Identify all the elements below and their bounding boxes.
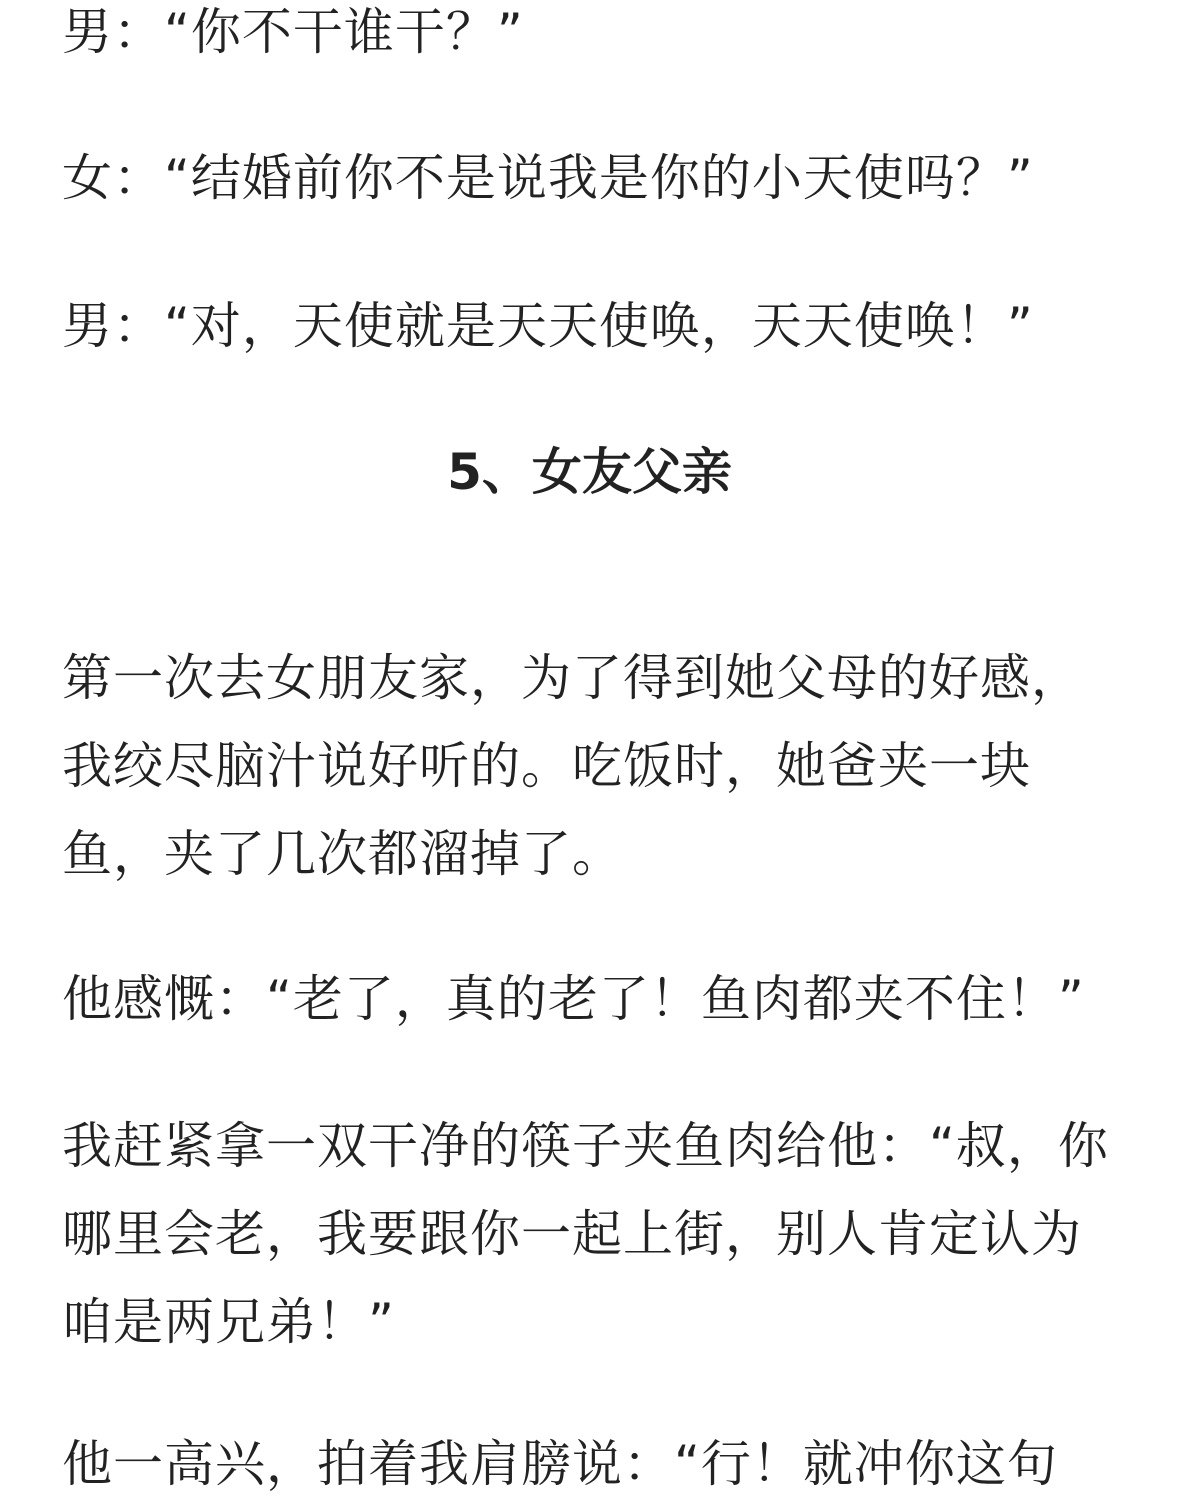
dialogue-line-1: 男：“你不干谁干？” — [62, 3, 524, 61]
paragraph-4-partial: 他一高兴，拍着我肩膀说：“行！就冲你这句 — [62, 1435, 1058, 1493]
section-heading: 5、女友父亲 — [447, 443, 732, 501]
paragraph-1: 第一次去女朋友家，为了得到她父母的好感，我绞尽脑汁说好听的。吃饭时，她爸夹一块鱼，夹了几次都溜掉了。 — [62, 649, 1082, 883]
paragraph-2: 他感慨：“老了，真的老了！鱼肉都夹不住！” — [62, 970, 1085, 1028]
paragraph-3: 我赶紧拿一双干净的筷子夹鱼肉给他：“叔，你哪里会老，我要跟你一起上街，别人肯定认为咱是两兄弟！” — [62, 1117, 1109, 1351]
dialogue-line-3: 男：“对，天使就是天天使唤，天天使唤！” — [62, 297, 1034, 355]
dialogue-line-2: 女：“结婚前你不是说我是你的小天使吗？” — [62, 149, 1034, 207]
